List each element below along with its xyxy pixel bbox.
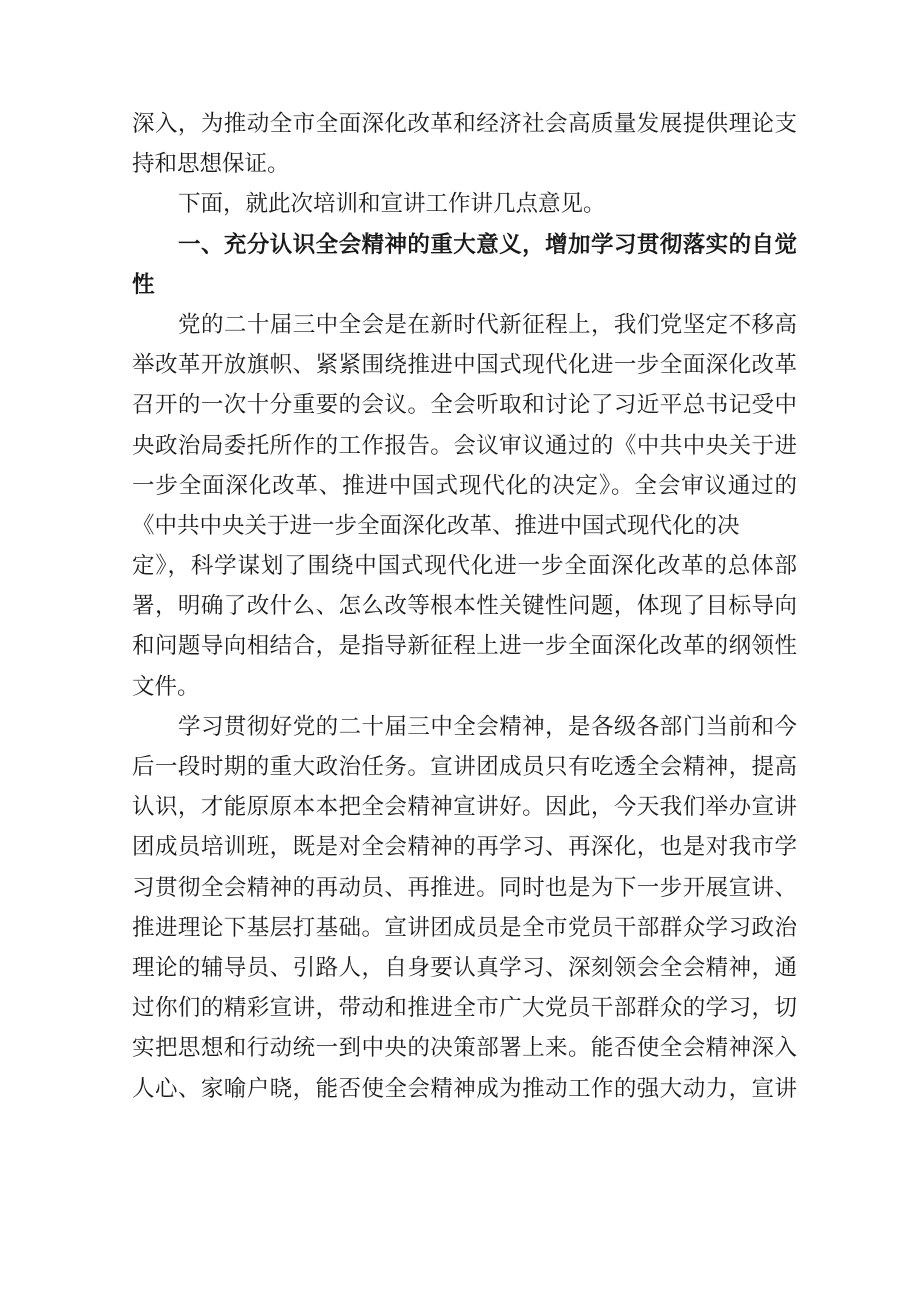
body-line: 理论的辅导员、引路人，自身要认真学习、深刻领会全会精神，通 bbox=[132, 954, 797, 981]
body-line: 党的二十届三中全会是在新时代新征程上，我们党坚定不移高 bbox=[178, 311, 797, 338]
body-line: 后一段时期的重大政治任务。宣讲团成员只有吃透全会精神，提高 bbox=[132, 754, 797, 780]
body-line: 定》，科学谋划了围绕中国式现代化进一步全面深化改革的总体部 bbox=[132, 553, 797, 580]
section-heading: 一、充分认识全会精神的重大意义，增加学习贯彻落实的自觉 bbox=[178, 231, 797, 258]
body-line: 推进理论下基层打基础。宣讲团成员是全市党员干部群众学习政治 bbox=[132, 914, 797, 941]
body-line: 习贯彻全会精神的再动员、再推进。同时也是为下一步开展宣讲、 bbox=[132, 874, 797, 901]
body-line: 举改革开放旗帜、紧紧围绕推进中国式现代化进一步全面深化改革 bbox=[132, 352, 797, 379]
body-line: 团成员培训班，既是对全会精神的再学习、再深化，也是对我市学 bbox=[132, 834, 797, 861]
body-line: 署，明确了改什么、怎么改等根本性关键性问题，体现了目标导向 bbox=[132, 593, 797, 620]
body-line: 《中共中央关于进一步全面深化改革、推进中国式现代化的决 bbox=[132, 512, 740, 539]
body-line: 央政治局委托所作的工作报告。会议审议通过的《中共中央关于进 bbox=[132, 432, 797, 459]
body-line: 持和思想保证。 bbox=[132, 151, 290, 178]
body-line: 人心、家喻户晓，能否使全会精神成为推动工作的强大动力，宣讲 bbox=[132, 1075, 797, 1102]
body-line: 一步全面深化改革、推进中国式现代化的决定》。全会审议通过的 bbox=[132, 472, 797, 499]
body-line: 和问题导向相结合，是指导新征程上进一步全面深化改革的纲领性 bbox=[132, 633, 797, 660]
body-line: 深入，为推动全市全面深化改革和经济社会高质量发展提供理论支 bbox=[132, 111, 797, 137]
body-line: 过你们的精彩宣讲，带动和推进全市广大党员干部群众的学习，切 bbox=[132, 995, 797, 1022]
body-line: 实把思想和行动统一到中央的决策部署上来。能否使全会精神深入 bbox=[132, 1035, 797, 1062]
body-line: 文件。 bbox=[132, 673, 200, 700]
body-line: 下面，就此次培训和宣讲工作讲几点意见。 bbox=[178, 191, 606, 218]
section-heading: 性 bbox=[132, 271, 155, 298]
body-line: 认识，才能原原本本把全会精神宣讲好。因此，今天我们举办宣讲 bbox=[132, 794, 797, 821]
body-line: 召开的一次十分重要的会议。全会听取和讨论了习近平总书记受中 bbox=[132, 392, 797, 419]
body-line: 学习贯彻好党的二十届三中全会精神，是各级各部门当前和今 bbox=[178, 713, 797, 740]
document-body bbox=[132, 104, 797, 1109]
